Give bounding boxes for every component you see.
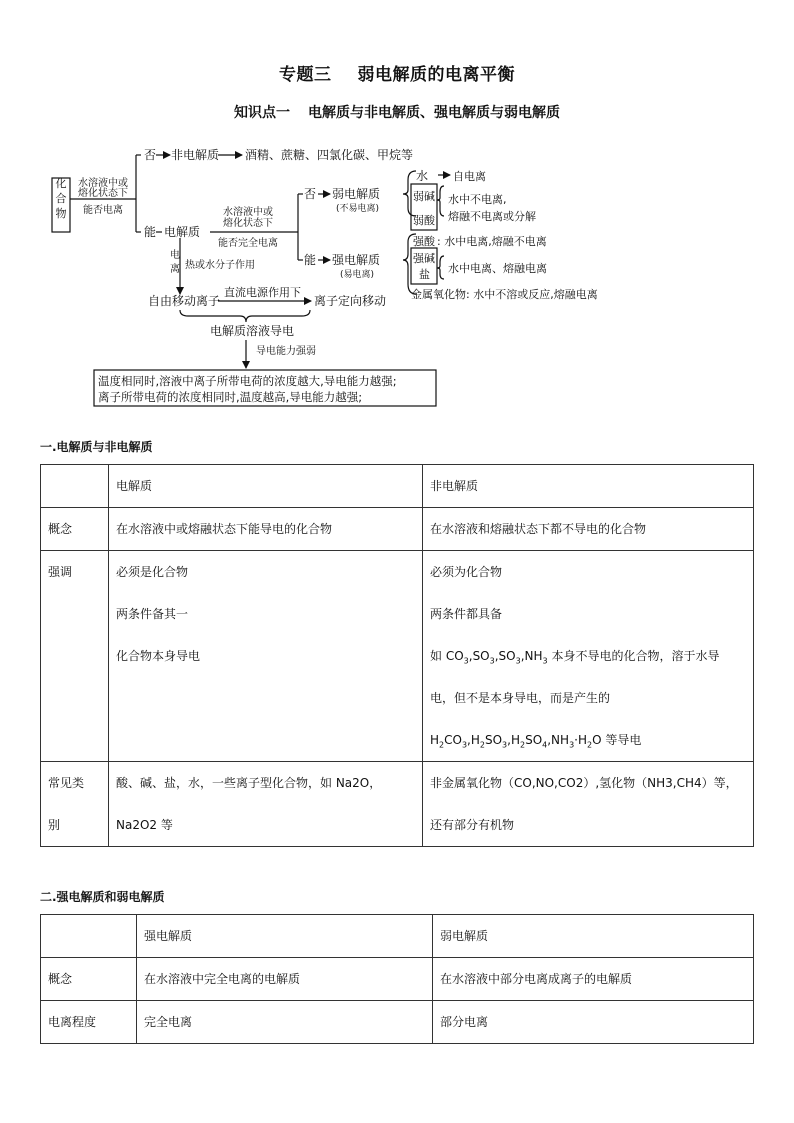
col-weak: 弱电解质 (433, 915, 754, 958)
concept-diagram (40, 138, 660, 410)
box-line-1: 温度相同时,溶液中离子所带电荷的浓度越大,导电能力越强; (98, 374, 397, 388)
emphasis-line: 两条件都具备 (430, 607, 503, 621)
nonelectrolyte-concept: 在水溶液和熔融状态下都不导电的化合物 (423, 508, 754, 551)
strong-base-l1: 强碱 (413, 252, 435, 265)
nonelectrolyte-categories: 非金属氧化物（CO,NO,CO2）,氢化物（NH3,CH4）等， 还有部分有机物 (423, 762, 754, 847)
header-empty (41, 915, 137, 958)
water-label: 水 (416, 169, 429, 183)
emphasis-line: $H_2CO_3,H_2SO_3,H_2SO_4,NH_3\cdot H_2O$ 等导电 (430, 733, 642, 750)
row-label-emphasis: 强调 (41, 551, 109, 762)
col-nonelectrolyte: 非电解质 (423, 465, 754, 508)
weak-concept: 在水溶液中部分电离成离子的电解质 (433, 958, 754, 1001)
row-label-categories: 常见类 别 (41, 762, 109, 847)
page-title (0, 60, 794, 85)
branch-yes: 能 (144, 225, 157, 239)
cond1-l2: 熔化状态下 (78, 188, 128, 199)
emphasis-line: 必须是化合物 (116, 565, 189, 579)
metal-oxide: 金属氧化物 (411, 288, 466, 301)
dc-label: 直流电源作用下 (224, 286, 301, 299)
water-desc: 自电离 (453, 170, 486, 183)
electrolyte-emphasis (109, 551, 423, 762)
strong-note: (易电离) (340, 270, 375, 280)
conduct-strength: 导电能力强弱 (256, 346, 316, 357)
row-label-concept: 概念 (41, 958, 137, 1001)
section2-heading: 二.强电解质和弱电解质 (40, 890, 165, 904)
col-electrolyte: 电解质 (109, 465, 423, 508)
strong-weak-table (40, 914, 754, 1044)
cond1-l1: 水溶液中或 (78, 178, 128, 189)
nonelectrolyte-emphasis (423, 551, 754, 762)
strong-acid: 强酸 (413, 235, 435, 248)
strong-degree: 完全电离 (137, 1001, 433, 1044)
directed-ions: 离子定向移动 (314, 294, 387, 308)
emphasis-line: 化合物本身导电 (116, 649, 201, 663)
table-row (41, 1001, 754, 1044)
emphasis-line: 两条件备其一 (116, 607, 189, 621)
emphasis-line: 如 $CO_3,SO_3,SO_3,NH_3$ 本身不导电的化合物，溶于水导 (430, 649, 720, 666)
row-label-degree: 电离程度 (41, 1001, 137, 1044)
ionize-condition: 热或水分子作用 (185, 260, 255, 271)
table-row (41, 508, 754, 551)
ionize-l2: 离 (170, 264, 180, 275)
title-topic: 专题三 (279, 65, 332, 85)
cond2-l2: 熔化状态下 (223, 218, 273, 229)
strong-label: 强电解质 (332, 253, 381, 267)
page-subtitle (0, 102, 794, 122)
free-ions: 自由移动离子 (148, 294, 221, 308)
weak-degree: 部分电离 (433, 1001, 754, 1044)
cond1-l3: 能否电离 (83, 205, 123, 216)
table-row (41, 915, 754, 958)
electrolyte-table (40, 464, 754, 847)
table-row (41, 762, 754, 847)
section1-heading: 一.电解质与非电解质 (40, 440, 153, 454)
table-row (41, 465, 754, 508)
weak-acid: 弱酸 (413, 214, 435, 227)
box-line-2: 离子所带电荷的浓度相同时,温度越高,导电能力越强; (98, 390, 363, 404)
weak-desc-l2: 熔融不电离或分解 (448, 210, 536, 223)
conduct-label: 电解质溶液导电 (210, 324, 295, 338)
weak-note: (不易电离) (336, 204, 380, 214)
nonelectrolyte-examples: 酒精、蔗糖、四氯化碳、甲烷等 (245, 148, 414, 162)
weak-desc-l1: 水中不电离, (448, 193, 507, 206)
cond2-l3: 能否完全电离 (218, 238, 278, 249)
table-row (41, 551, 754, 762)
strong-yes: 能 (304, 253, 317, 267)
emphasis-line: 电，但不是本身导电，而是产生的 (430, 691, 611, 705)
header-empty (41, 465, 109, 508)
weak-base: 弱碱 (413, 190, 435, 203)
table-row (41, 958, 754, 1001)
strong-acid-desc: : 水中电离,熔融不电离 (437, 235, 547, 248)
emphasis-line: 必须为化合物 (430, 565, 503, 579)
cond2-l1: 水溶液中或 (223, 207, 273, 218)
ionize-l1: 电 (170, 250, 180, 261)
subtitle-point: 知识点一 (234, 105, 290, 121)
strong-base-desc: 水中电离、熔融电离 (448, 262, 547, 275)
row-label-concept: 概念 (41, 508, 109, 551)
electrolyte-label: 电解质 (164, 225, 201, 239)
metal-oxide-desc: : 水中不溶或反应,熔融电离 (466, 288, 598, 301)
strong-concept: 在水溶液中完全电离的电解质 (137, 958, 433, 1001)
weak-no: 否 (304, 187, 317, 201)
strong-base-l2: 盐 (419, 268, 430, 281)
electrolyte-concept: 在水溶液中或熔融状态下能导电的化合物 (109, 508, 423, 551)
nonelectrolyte-label: 非电解质 (171, 148, 220, 162)
weak-label: 弱电解质 (332, 187, 381, 201)
branch-no: 否 (144, 148, 157, 162)
electrolyte-categories: 酸、碱、盐，水，一些离子型化合物，如 Na2O， Na2O2 等 (109, 762, 423, 847)
col-strong: 强电解质 (137, 915, 433, 958)
title-main: 弱电解质的电离平衡 (357, 65, 515, 85)
subtitle-main: 电解质与非电解质、强电解质与弱电解质 (308, 105, 560, 121)
compound-label: 化合物 (55, 177, 67, 220)
